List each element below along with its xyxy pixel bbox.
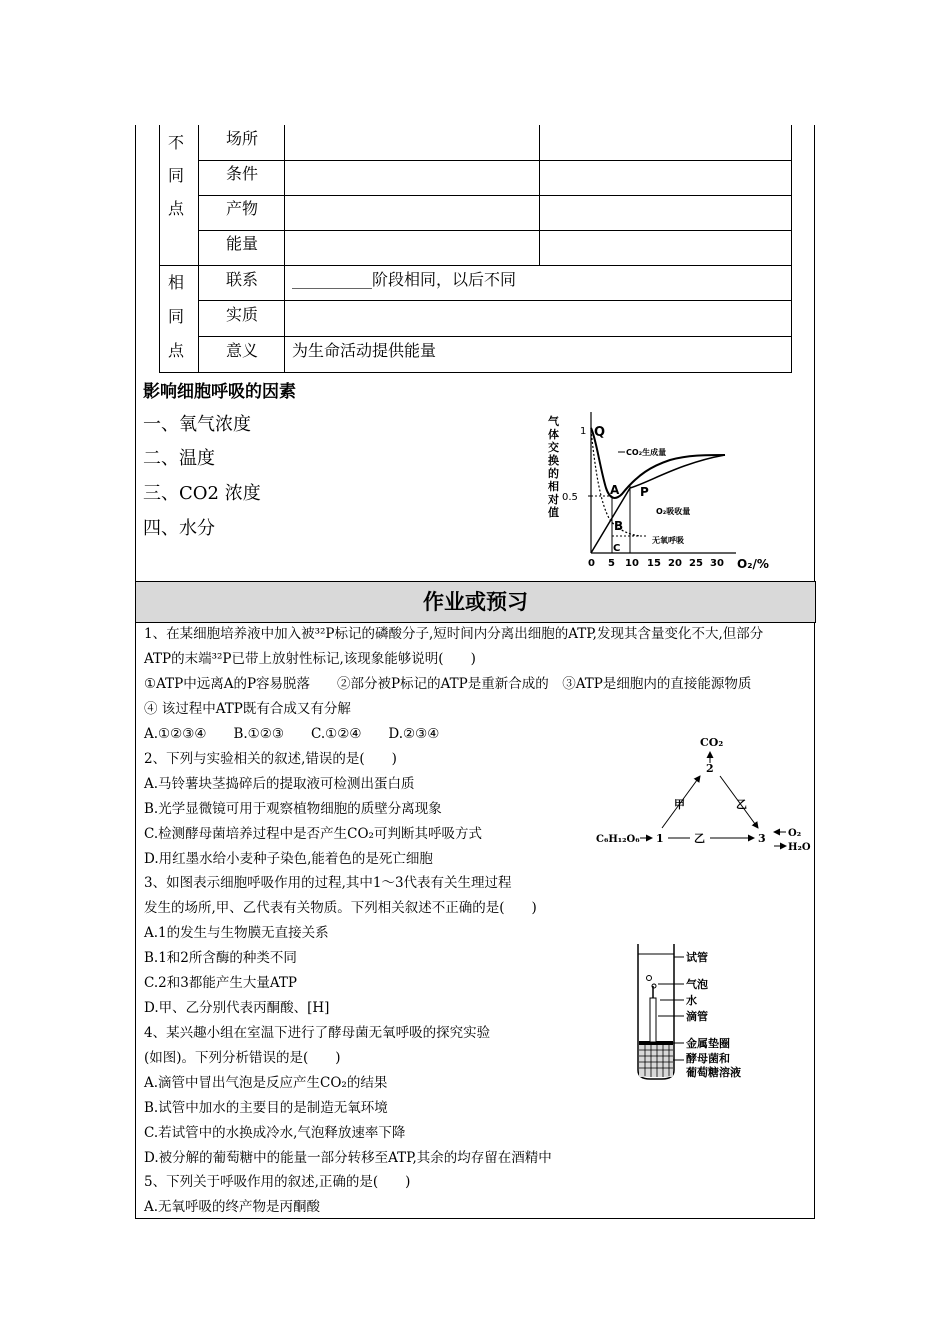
row-label-essence: 实质 <box>226 305 259 324</box>
label-yi-top: 乙 <box>736 798 747 811</box>
q2-stem: 2、下列与实验相关的叙述,错误的是( ) <box>144 751 397 767</box>
q2-option-d: D.用红墨水给小麦种子染色,能着色的是死亡细胞 <box>144 851 433 867</box>
row-label-relation: 联系 <box>226 270 259 289</box>
node-2: 2 <box>706 762 714 775</box>
factors-title: 影响细胞呼吸的因素 <box>143 382 296 402</box>
q5-stem: 5、下列关于呼吸作用的叙述,正确的是( ) <box>144 1174 411 1190</box>
graph-xlabel: O₂/% <box>737 557 769 571</box>
group-diff-char: 不 <box>168 133 185 152</box>
y-tick-1: 1 <box>580 426 587 437</box>
graph-ylabel-char: 交 <box>548 441 559 454</box>
label-dropper: 滴管 <box>686 1010 708 1023</box>
q1-choices: A.①②③④ B.①②③ C.①②④ D.②③④ <box>144 726 440 742</box>
q3-option-b: B.1和2所含酶的种类不同 <box>144 950 297 966</box>
graph-ylabel-char: 气 <box>548 415 559 428</box>
q1-options-line2: ④ 该过程中ATP既有合成又有分解 <box>144 701 351 717</box>
factor-item: 四、水分 <box>143 518 215 539</box>
q3-option-a: A.1的发生与生物膜无直接关系 <box>144 925 329 941</box>
x-tick: 0 <box>588 558 595 569</box>
x-tick: 10 <box>625 558 639 569</box>
node-1: 1 <box>656 832 664 845</box>
curve-label-co2: CO₂生成量 <box>626 448 667 457</box>
label-o2: O₂ <box>788 828 802 839</box>
q3-stem-line2: 发生的场所,甲、乙代表有关物质。下列相关叙述不正确的是( ) <box>144 900 537 916</box>
q3-stem-line1: 3、如图表示细胞呼吸作用的过程,其中1～3代表有关生理过程 <box>144 875 512 891</box>
factor-item: 二、温度 <box>143 448 215 469</box>
respiration-process-diagram <box>590 730 815 860</box>
q2-option-a: A.马铃薯块茎捣碎后的提取液可检测出蛋白质 <box>144 776 415 792</box>
label-water: 水 <box>686 994 697 1007</box>
row-label-condition: 条件 <box>226 164 259 183</box>
group-same-char: 相 <box>168 273 185 292</box>
curve-label-anaerobic: 无氧呼吸 <box>652 536 684 545</box>
factor-item: 一、氧气浓度 <box>143 414 251 435</box>
q1-options-line1: ①ATP中远离A的P容易脱落 ②部分被P标记的ATP是重新合成的 ③ATP是细胞内的直接能源物质 <box>144 676 752 692</box>
section-title: 作业或预习 <box>135 581 816 623</box>
row-value-relation: __________阶段相同，以后不同 <box>292 270 517 289</box>
label-co2: CO₂ <box>700 736 724 749</box>
q4-stem-line2: (如图)。下列分析错误的是( ) <box>144 1050 341 1066</box>
label-jia: 甲 <box>674 798 685 811</box>
x-tick: 20 <box>668 558 682 569</box>
node-3: 3 <box>758 832 766 845</box>
group-diff-char: 点 <box>168 199 185 218</box>
row-label-location: 场所 <box>226 129 259 148</box>
x-tick: 25 <box>689 558 703 569</box>
graph-ylabel-char: 体 <box>548 428 559 441</box>
row-label-energy: 能量 <box>226 234 259 253</box>
yeast-experiment-diagram <box>630 940 760 1085</box>
row-value-significance: 为生命活动提供能量 <box>292 341 437 360</box>
q1-stem-line1: 1、在某细胞培养液中加入被³²P标记的磷酸分子,短时间内分离出细胞的ATP,发现其含量变化不大,但部分 <box>144 626 764 642</box>
y-tick-05: 0.5 <box>562 492 578 503</box>
curve-label-o2: O₂吸收量 <box>656 507 691 516</box>
group-same-char: 点 <box>168 341 185 360</box>
row-label-product: 产物 <box>226 199 259 218</box>
label-tube: 试管 <box>686 951 708 964</box>
q5-option-a: A.无氧呼吸的终产物是丙酮酸 <box>144 1199 321 1215</box>
q4-option-d: D.被分解的葡萄糖中的能量一部分转移至ATP,其余的均存留在酒精中 <box>144 1150 552 1166</box>
label-solution-2: 葡萄糖溶液 <box>686 1066 741 1079</box>
label-ring: 金属垫圈 <box>686 1037 730 1050</box>
graph-ylabel-char: 的 <box>548 467 559 480</box>
q4-option-b: B.试管中加水的主要目的是制造无氧环境 <box>144 1100 388 1116</box>
point-b: B <box>614 519 624 533</box>
point-p: P <box>640 485 649 499</box>
graph-ylabel-char: 对 <box>548 493 559 506</box>
label-bubble: 气泡 <box>686 978 708 991</box>
q4-option-c: C.若试管中的水换成冷水,气泡释放速率下降 <box>144 1125 406 1141</box>
x-tick: 15 <box>647 558 661 569</box>
q2-option-b: B.光学显微镜可用于观察植物细胞的质壁分离现象 <box>144 801 442 817</box>
graph-ylabel-char: 值 <box>548 506 559 519</box>
label-yi-bottom: 乙 <box>694 832 705 845</box>
q2-option-c: C.检测酵母菌培养过程中是否产生CO₂可判断其呼吸方式 <box>144 826 482 842</box>
q3-option-c: C.2和3都能产生大量ATP <box>144 975 297 991</box>
group-diff-char: 同 <box>168 166 185 185</box>
x-tick: 30 <box>710 558 724 569</box>
point-a: A <box>610 483 620 497</box>
factor-item: 三、CO2 浓度 <box>143 483 261 504</box>
row-label-significance: 意义 <box>226 341 259 360</box>
q4-stem-line1: 4、某兴趣小组在室温下进行了酵母菌无氧呼吸的探究实验 <box>144 1025 491 1041</box>
respiration-graph <box>540 408 785 574</box>
graph-ylabel-char: 相 <box>548 480 559 493</box>
q3-option-d: D.甲、乙分别代表丙酮酸、[H] <box>144 1000 330 1016</box>
x-tick: 5 <box>608 558 615 569</box>
point-q: Q <box>594 425 606 440</box>
label-solution-1: 酵母菌和 <box>686 1052 730 1065</box>
group-same-char: 同 <box>168 307 185 326</box>
q4-option-a: A.滴管中冒出气泡是反应产生CO₂的结果 <box>144 1075 388 1091</box>
point-c: C <box>613 543 621 554</box>
label-glucose: C₆H₁₂O₆ <box>596 834 640 845</box>
label-h2o: H₂O <box>788 842 811 853</box>
q1-stem-line2: ATP的末端³²P已带上放射性标记,该现象能够说明( ) <box>144 651 476 667</box>
graph-ylabel-char: 换 <box>548 454 559 467</box>
